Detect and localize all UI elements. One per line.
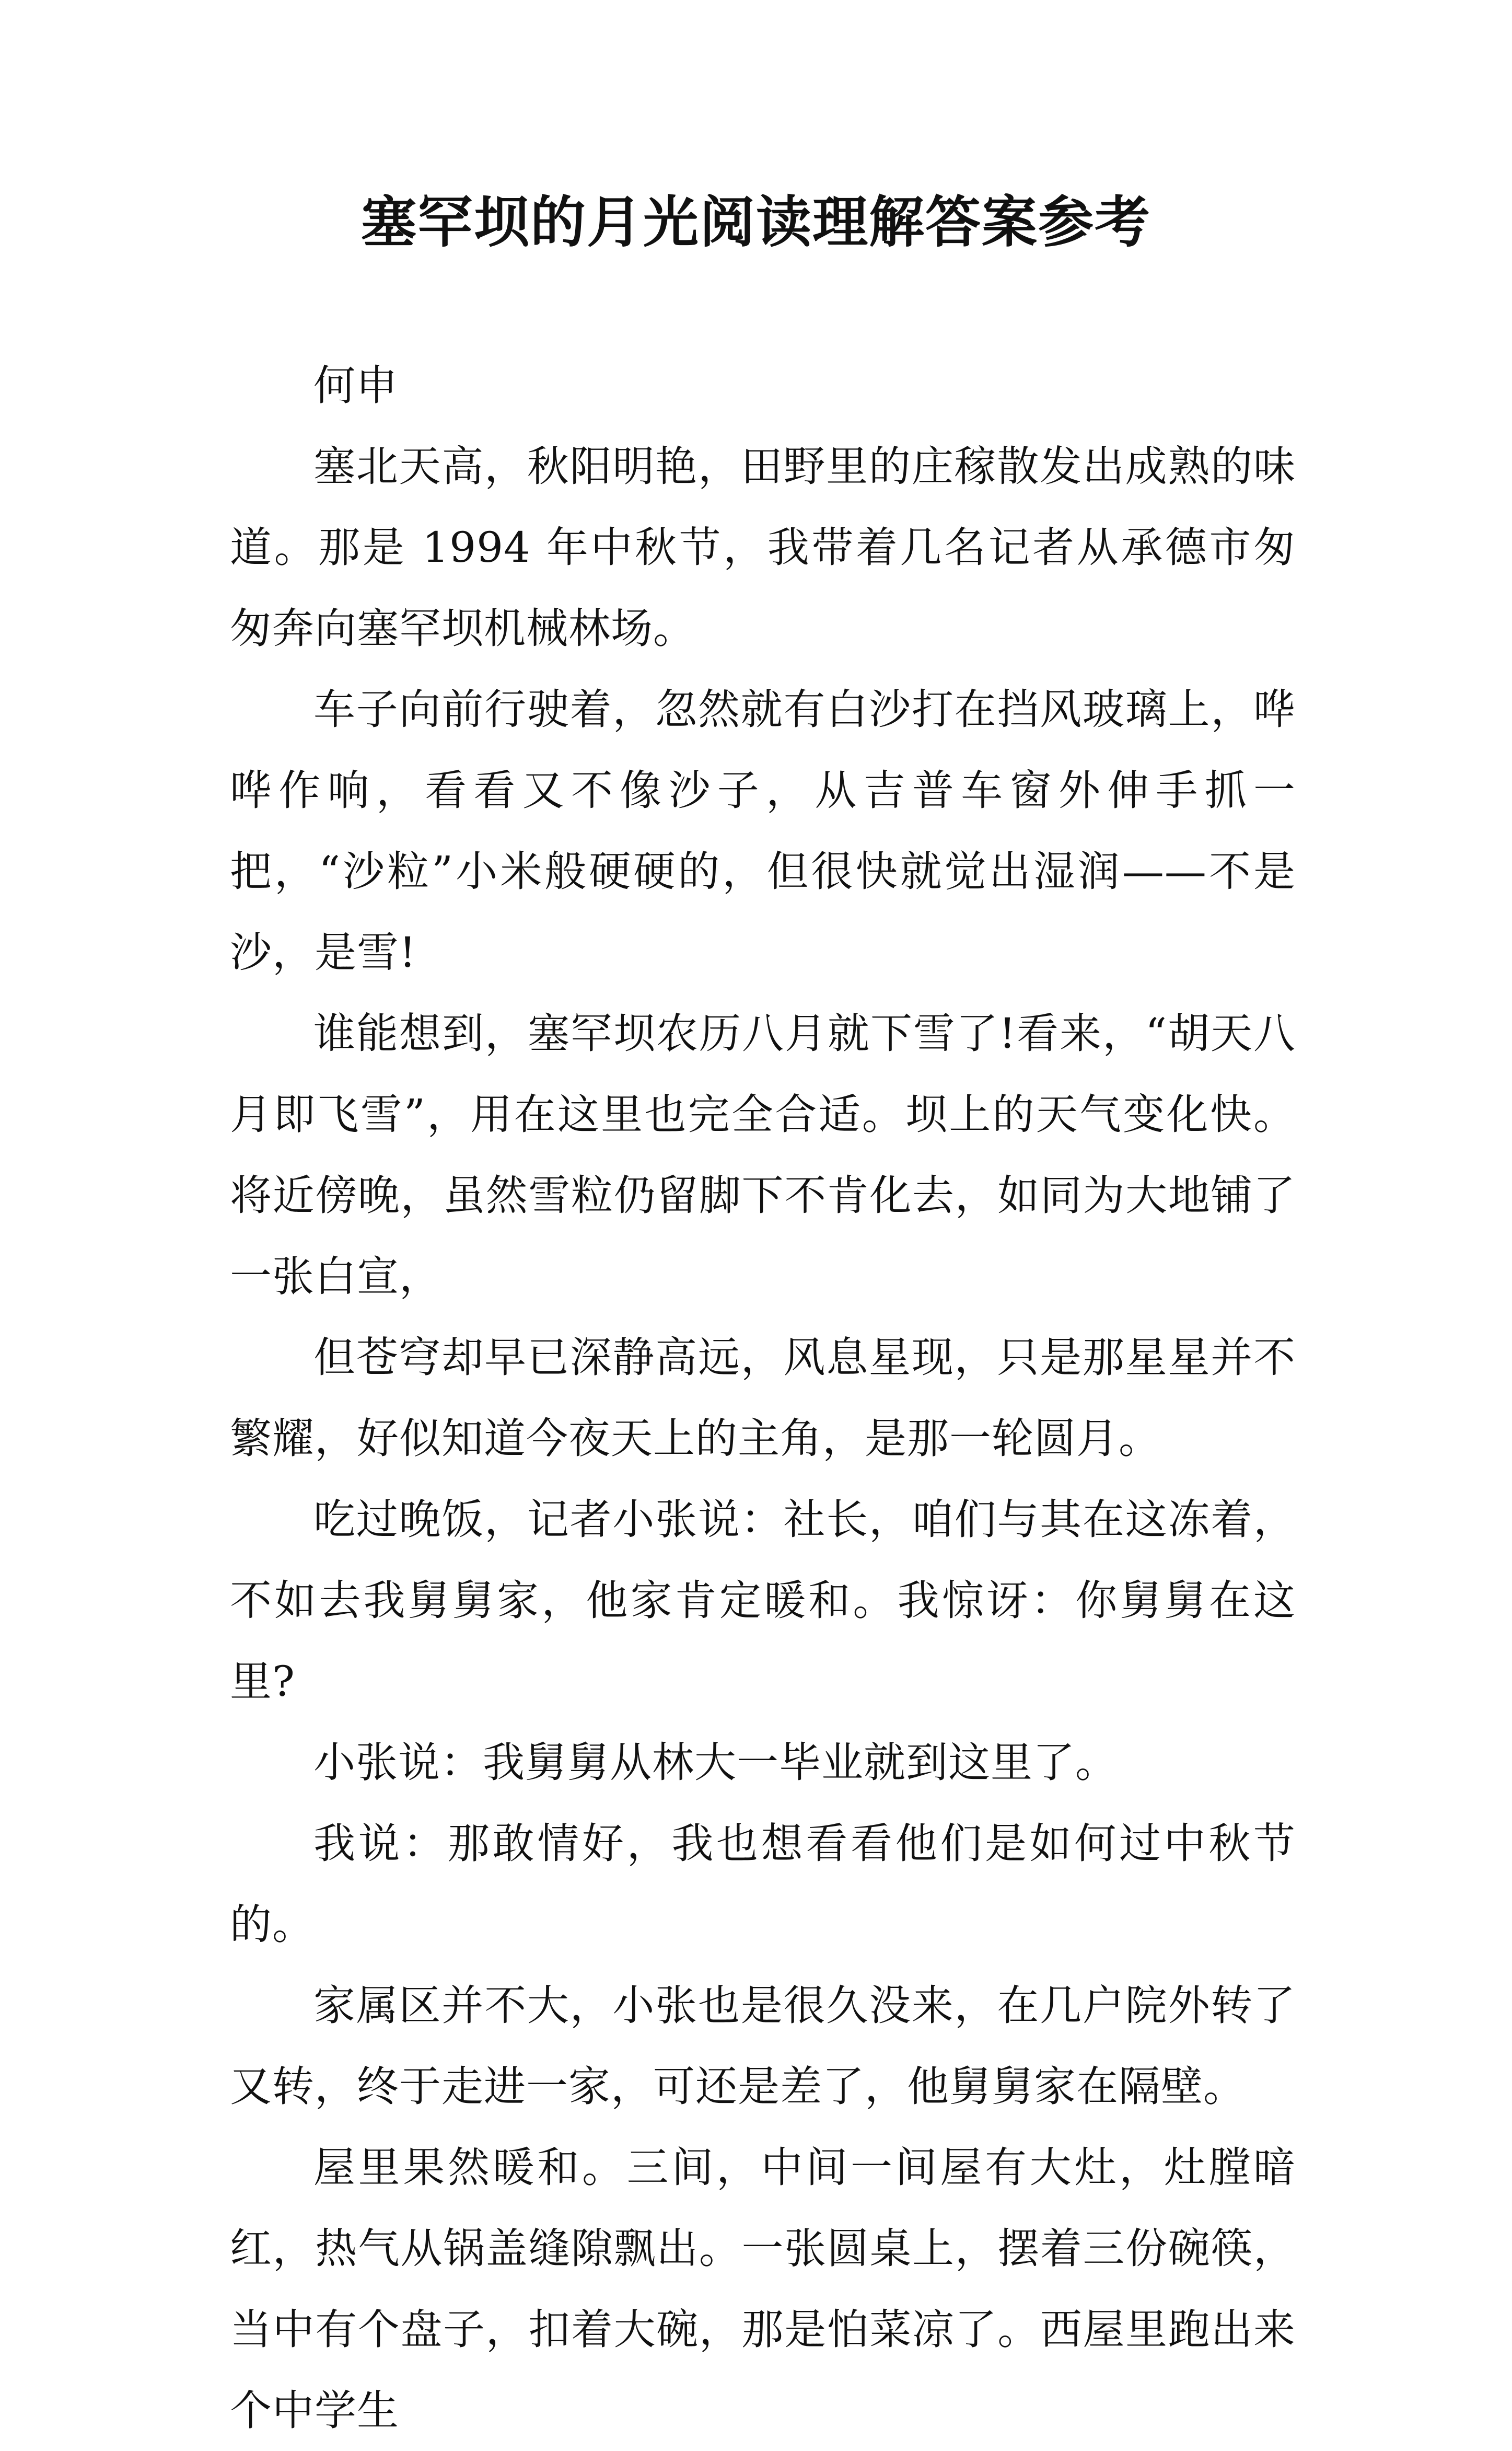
document-body [230, 345, 1296, 2451]
paragraph: 家属区并不大，小张也是很久没来，在几户院外转了又转，终于走进一家，可还是差了，他舅舅家在隔壁。 [230, 1981, 1296, 2111]
paragraph: 但苍穹却早已深静高远，风息星现，只是那星星并不繁耀，好似知道今夜天上的主角，是那一轮圆月。 [230, 1333, 1296, 1463]
paragraph: 车子向前行驶着，忽然就有白沙打在挡风玻璃上，哗哗作响，看看又不像沙子，从吉普车窗外伸手抓一把，“沙粒”小米般硬硬的，但很快就觉出湿润——不是沙，是雪! [230, 685, 1296, 977]
document-title: 塞罕坝的月光阅读理解答案参考 [361, 189, 1151, 255]
author-line: 何申 [313, 361, 398, 410]
paragraph: 谁能想到，塞罕坝农历八月就下雪了!看来，“胡天八月即飞雪”，用在这里也完全合适。坝上的天气变化快。将近傍晚，虽然雪粒仍留脚下不肯化去，如同为大地铺了一张白宣， [230, 1009, 1296, 1301]
paragraph: 吃过晚饭，记者小张说：社长，咱们与其在这冻着，不如去我舅舅家，他家肯定暖和。我惊讶：你舅舅在这里? [230, 1495, 1296, 1706]
paragraph: 屋里果然暖和。三间，中间一间屋有大灶，灶膛暗红，热气从锅盖缝隙飘出。一张圆桌上，摆着三份碗筷，当中有个盘子，扣着大碗，那是怕菜凉了。西屋里跑出来个中学生 [230, 2143, 1296, 2435]
paragraph: 我说：那敢情好，我也想看看他们是如何过中秋节的。 [230, 1819, 1296, 1949]
paragraph: 小张说：我舅舅从林大一毕业就到这里了。 [313, 1738, 1118, 1787]
paragraph: 塞北天高，秋阳明艳，田野里的庄稼散发出成熟的味道。那是 1994 年中秋节，我带着几名记者从承德市匆匆奔向塞罕坝机械林场。 [230, 442, 1296, 653]
